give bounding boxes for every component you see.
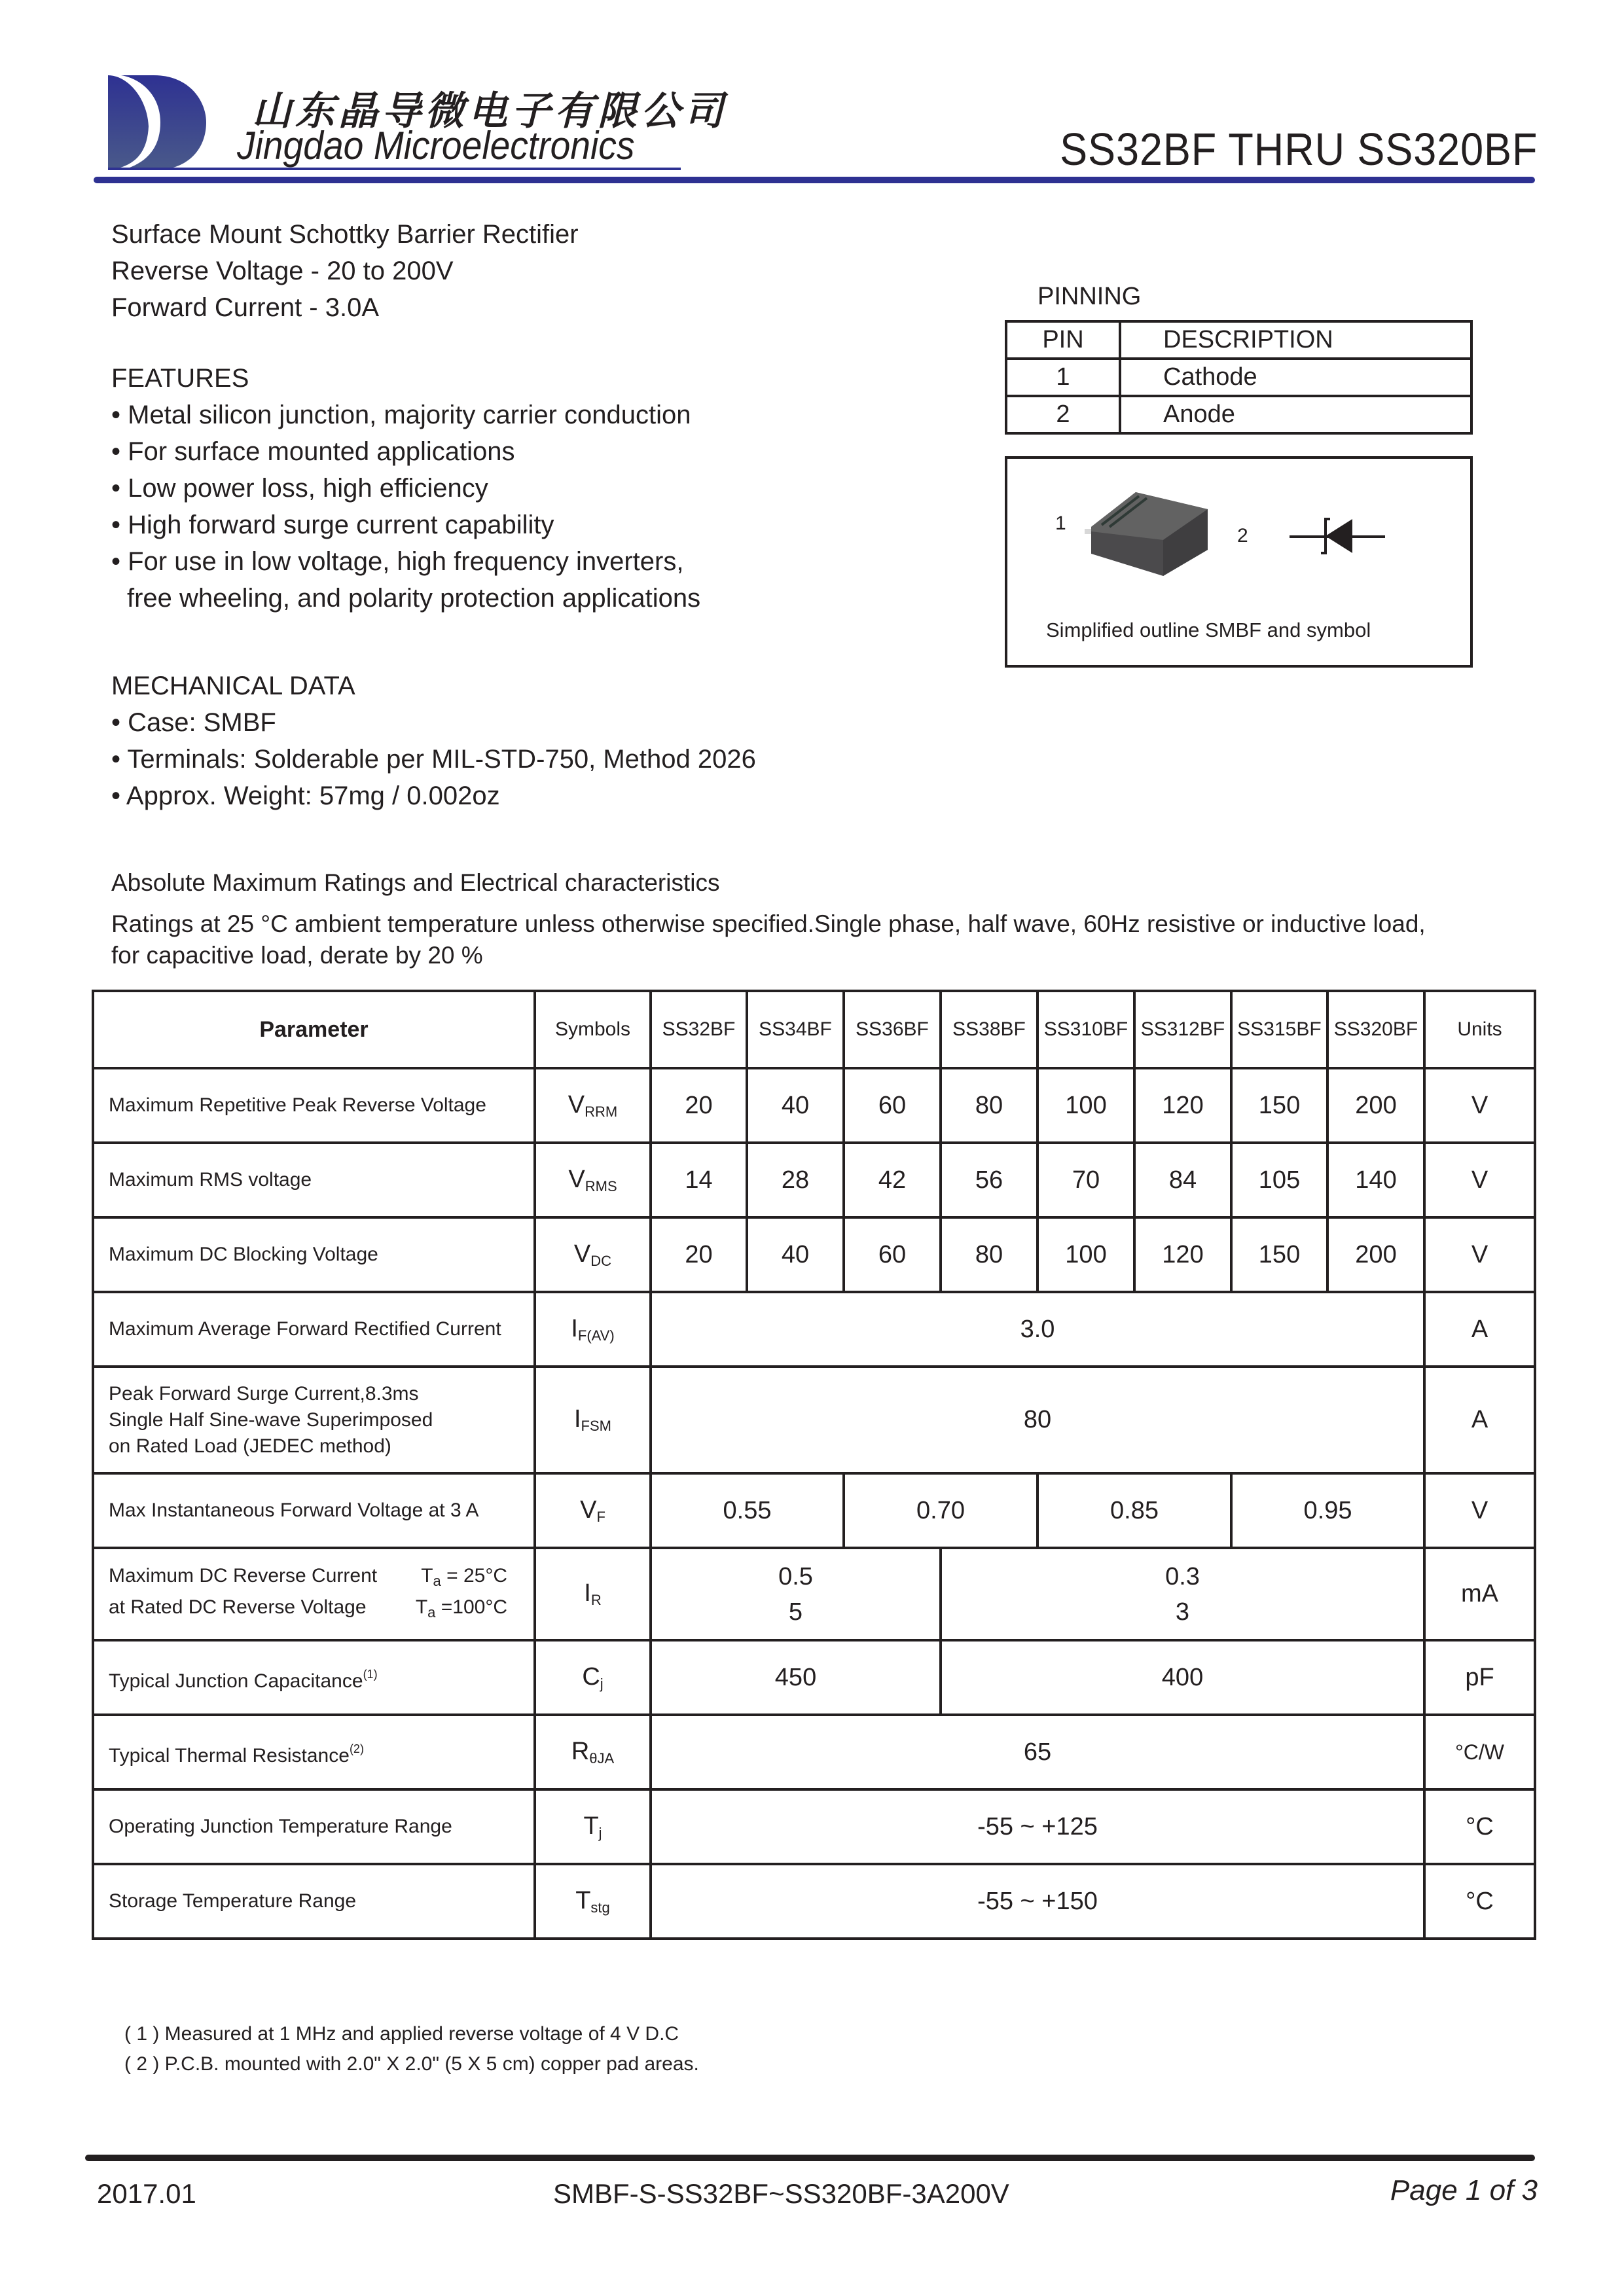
parameter-name xyxy=(93,1640,535,1715)
table-row-vf xyxy=(93,1473,1535,1548)
parameter-name xyxy=(93,1715,535,1789)
feature-item: • For surface mounted applications xyxy=(111,437,515,466)
smbf-package-icon xyxy=(1083,491,1211,583)
ratings-conditions xyxy=(111,908,1426,971)
symbol-main: T xyxy=(575,1886,591,1914)
page-number: Page 1 of 3 xyxy=(1390,2174,1538,2206)
unit-cell: mA xyxy=(1424,1548,1535,1640)
pinning-header-row xyxy=(1006,321,1471,359)
symbol-main: I xyxy=(584,1579,591,1607)
value-cell: 200 xyxy=(1327,1068,1424,1143)
document-title: SS32BF THRU SS320BF xyxy=(1059,124,1538,175)
ratings-condition-line: for capacitive load, derate by 20 % xyxy=(111,942,483,969)
pin-number: 1 xyxy=(1006,359,1120,396)
symbol-subscript: DC xyxy=(590,1252,612,1269)
value-cell: -55 ~ +125 xyxy=(651,1789,1424,1864)
part-header: SS36BF xyxy=(844,991,941,1068)
feature-item: • Low power loss, high efficiency xyxy=(111,474,488,503)
condition-subscript: a xyxy=(433,1572,441,1589)
parameter-name: Max Instantaneous Forward Voltage at 3 A xyxy=(93,1473,535,1548)
value-cell: 28 xyxy=(747,1143,844,1217)
value-cell: 80 xyxy=(941,1068,1038,1143)
parameter-line xyxy=(109,1563,533,1594)
footnote: ( 2 ) P.C.B. mounted with 2.0" X 2.0" (5 X 5 cm) copper pad areas. xyxy=(124,2053,699,2075)
symbol xyxy=(535,1715,651,1789)
value-cell: 20 xyxy=(651,1217,747,1292)
symbol-subscript: F(AV) xyxy=(577,1327,615,1344)
mechanical-item: • Terminals: Solderable per MIL-STD-750, Method 2026 xyxy=(111,745,756,774)
company-logo-icon xyxy=(108,75,206,170)
value-cell: 140 xyxy=(1327,1143,1424,1217)
symbol xyxy=(535,1217,651,1292)
value-cell: 450 xyxy=(651,1640,941,1715)
value-cell: 70 xyxy=(1038,1143,1134,1217)
pin-description: Cathode xyxy=(1120,359,1471,396)
parameter-name: Maximum Repetitive Peak Reverse Voltage xyxy=(93,1068,535,1143)
units-header: Units xyxy=(1424,991,1535,1068)
value-25c: 0.5 xyxy=(778,1562,813,1590)
parameter-name xyxy=(93,1367,535,1473)
value-cell: 40 xyxy=(747,1068,844,1143)
symbol-subscript: FSM xyxy=(581,1418,611,1434)
value-cell: 100 xyxy=(1038,1068,1134,1143)
unit-cell: A xyxy=(1424,1292,1535,1367)
value-cell: 400 xyxy=(941,1640,1424,1715)
parameter-line: Peak Forward Surge Current,8.3ms xyxy=(109,1382,419,1405)
product-summary xyxy=(111,216,579,326)
parameter-line: on Rated Load (JEDEC method) xyxy=(109,1435,391,1457)
table-row-cj xyxy=(93,1640,1535,1715)
features-section xyxy=(111,360,700,617)
value-cell: -55 ~ +150 xyxy=(651,1864,1424,1939)
company-name-english: Jingdao Microelectronics xyxy=(237,124,635,168)
part-header: SS312BF xyxy=(1134,991,1231,1068)
unit-cell: A xyxy=(1424,1367,1535,1473)
value-cell: 120 xyxy=(1134,1068,1231,1143)
symbols-header: Symbols xyxy=(535,991,651,1068)
symbol xyxy=(535,1292,651,1367)
symbol xyxy=(535,1789,651,1864)
table-row-ir xyxy=(93,1548,1535,1640)
parameter-line: Single Half Sine-wave Superimposed xyxy=(109,1408,433,1431)
value-cell: 100 xyxy=(1038,1217,1134,1292)
value-cell: 105 xyxy=(1231,1143,1327,1217)
value-cell: 42 xyxy=(844,1143,941,1217)
parameter-text: at Rated DC Reverse Voltage xyxy=(109,1596,367,1618)
symbol-main: R xyxy=(571,1737,590,1765)
symbol-subscript: RRM xyxy=(585,1103,618,1120)
part-header: SS315BF xyxy=(1231,991,1327,1068)
table-row-rth xyxy=(93,1715,1535,1789)
condition-100c xyxy=(416,1594,507,1626)
symbol-subscript: F xyxy=(596,1508,605,1525)
value-cell: 80 xyxy=(941,1217,1038,1292)
unit-cell: V xyxy=(1424,1068,1535,1143)
ratings-condition-line: Ratings at 25 °C ambient temperature unless otherwise specified.Single phase, half wave, 60Hz resistive or inductive load, xyxy=(111,910,1426,937)
unit-cell: V xyxy=(1424,1473,1535,1548)
pinning-heading: PINNING xyxy=(1038,283,1142,310)
pinning-row xyxy=(1006,359,1471,396)
value-cell: 56 xyxy=(941,1143,1038,1217)
part-header: SS320BF xyxy=(1327,991,1424,1068)
pinning-row xyxy=(1006,396,1471,433)
value-100c: 5 xyxy=(788,1598,803,1626)
symbol xyxy=(535,1068,651,1143)
symbol xyxy=(535,1640,651,1715)
value-cell: 3.0 xyxy=(651,1292,1424,1367)
value-cell: 0.70 xyxy=(844,1473,1038,1548)
parameter-text: Typical Junction Capacitance xyxy=(109,1670,363,1692)
value-cell xyxy=(651,1548,941,1640)
value-cell: 14 xyxy=(651,1143,747,1217)
value-cell: 0.85 xyxy=(1038,1473,1231,1548)
footer-date: 2017.01 xyxy=(97,2178,196,2209)
table-header-row xyxy=(93,991,1535,1068)
footnotes xyxy=(124,2019,699,2079)
unit-cell: °C xyxy=(1424,1789,1535,1864)
unit-cell: V xyxy=(1424,1143,1535,1217)
mechanical-item: • Approx. Weight: 57mg / 0.002oz xyxy=(111,781,500,810)
table-row-vrms xyxy=(93,1143,1535,1217)
condition-value: =100°C xyxy=(435,1596,507,1618)
parameter-line xyxy=(109,1594,533,1626)
company-name-chinese: 山东晶导微电子有限公司 xyxy=(252,88,727,134)
mechanical-data-section xyxy=(111,668,756,814)
parameter-text: Typical Thermal Resistance xyxy=(109,1744,350,1767)
pin-column-header: PIN xyxy=(1006,321,1120,359)
parameter-name: Maximum DC Blocking Voltage xyxy=(93,1217,535,1292)
footer-rule xyxy=(85,2155,1535,2161)
value-cell: 200 xyxy=(1327,1217,1424,1292)
footer-document-code: SMBF-S-SS32BF~SS320BF-3A200V xyxy=(553,2178,1009,2209)
symbol-main: I xyxy=(573,1405,581,1433)
unit-cell: °C xyxy=(1424,1864,1535,1939)
value-cell: 120 xyxy=(1134,1217,1231,1292)
parameter-name: Maximum Average Forward Rectified Current xyxy=(93,1292,535,1367)
footnote-marker: (2) xyxy=(349,1742,364,1755)
symbol-main: I xyxy=(571,1314,578,1342)
parameter-name: Maximum RMS voltage xyxy=(93,1143,535,1217)
value-cell: 0.55 xyxy=(651,1473,844,1548)
feature-item: • For use in low voltage, high frequency inverters, xyxy=(111,547,684,576)
symbol xyxy=(535,1143,651,1217)
symbol-subscript: j xyxy=(600,1675,604,1692)
value-cell: 0.95 xyxy=(1231,1473,1424,1548)
symbol-subscript: j xyxy=(598,1824,602,1841)
footnote-marker: (1) xyxy=(363,1667,378,1681)
value-cell: 80 xyxy=(651,1367,1424,1473)
symbol-subscript: R xyxy=(590,1592,602,1608)
parameter-name: Storage Temperature Range xyxy=(93,1864,535,1939)
ratings-table xyxy=(92,990,1536,1940)
diode-symbol-icon xyxy=(1288,517,1388,560)
symbol-main: V xyxy=(573,1240,591,1268)
features-heading: FEATURES xyxy=(111,364,249,393)
symbol-main: C xyxy=(582,1662,600,1691)
feature-item: • High forward surge current capability xyxy=(111,511,554,539)
part-header: SS310BF xyxy=(1038,991,1134,1068)
mechanical-heading: MECHANICAL DATA xyxy=(111,672,355,700)
value-cell: 20 xyxy=(651,1068,747,1143)
unit-cell: V xyxy=(1424,1217,1535,1292)
part-header: SS38BF xyxy=(941,991,1038,1068)
header-rule xyxy=(94,177,1535,183)
reverse-voltage-summary: Reverse Voltage - 20 to 200V xyxy=(111,257,454,285)
description-column-header: DESCRIPTION xyxy=(1120,321,1471,359)
forward-current-summary: Forward Current - 3.0A xyxy=(111,293,380,322)
symbol-subscript: RMS xyxy=(585,1177,617,1194)
table-row-vrrm xyxy=(93,1068,1535,1143)
value-cell: 40 xyxy=(747,1217,844,1292)
value-cell: 65 xyxy=(651,1715,1424,1789)
pinning-table xyxy=(1005,320,1473,435)
mechanical-item: • Case: SMBF xyxy=(111,708,276,737)
table-row-ifav xyxy=(93,1292,1535,1367)
parameter-text: Maximum DC Reverse Current xyxy=(109,1564,378,1587)
condition-symbol: T xyxy=(421,1564,433,1587)
pin-number: 2 xyxy=(1006,396,1120,433)
symbol xyxy=(535,1548,651,1640)
parameter-name: Operating Junction Temperature Range xyxy=(93,1789,535,1864)
table-row-tj xyxy=(93,1789,1535,1864)
symbol-main: V xyxy=(580,1496,597,1524)
symbol xyxy=(535,1864,651,1939)
value-cell xyxy=(941,1548,1424,1640)
condition-25c xyxy=(421,1563,507,1594)
pin-description: Anode xyxy=(1120,396,1471,433)
table-row-tstg xyxy=(93,1864,1535,1939)
symbol-subscript: stg xyxy=(590,1899,610,1916)
outline-pin2-label: 2 xyxy=(1237,525,1248,547)
parameter-name xyxy=(93,1548,535,1640)
feature-item-continued: free wheeling, and polarity protection applications xyxy=(127,584,701,613)
symbol-subscript: θJA xyxy=(589,1749,615,1767)
value-25c: 0.3 xyxy=(1165,1562,1200,1590)
condition-subscript: a xyxy=(427,1604,436,1621)
part-header: SS32BF xyxy=(651,991,747,1068)
outline-pin1-label: 1 xyxy=(1055,512,1066,534)
unit-cell: pF xyxy=(1424,1640,1535,1715)
parameter-header: Parameter xyxy=(93,991,535,1068)
symbol-main: V xyxy=(568,1090,585,1119)
symbol-main: V xyxy=(568,1165,585,1193)
header-underline xyxy=(108,168,681,170)
value-cell: 60 xyxy=(844,1217,941,1292)
feature-item: • Metal silicon junction, majority carrier conduction xyxy=(111,401,691,429)
table-row-vdc xyxy=(93,1217,1535,1292)
symbol-main: T xyxy=(583,1812,599,1840)
product-type: Surface Mount Schottky Barrier Rectifier xyxy=(111,220,579,249)
condition-value: = 25°C xyxy=(441,1564,507,1587)
part-header: SS34BF xyxy=(747,991,844,1068)
condition-symbol: T xyxy=(415,1596,428,1618)
value-cell: 150 xyxy=(1231,1068,1327,1143)
value-cell: 150 xyxy=(1231,1217,1327,1292)
outline-caption: Simplified outline SMBF and symbol xyxy=(1046,619,1371,641)
footnote: ( 1 ) Measured at 1 MHz and applied reverse voltage of 4 V D.C xyxy=(124,2023,679,2045)
table-row-ifsm xyxy=(93,1367,1535,1473)
symbol xyxy=(535,1367,651,1473)
value-100c: 3 xyxy=(1175,1598,1190,1626)
ratings-title: Absolute Maximum Ratings and Electrical characteristics xyxy=(111,869,720,896)
value-cell: 84 xyxy=(1134,1143,1231,1217)
symbol xyxy=(535,1473,651,1548)
value-cell: 60 xyxy=(844,1068,941,1143)
unit-cell: °C/W xyxy=(1424,1715,1535,1789)
